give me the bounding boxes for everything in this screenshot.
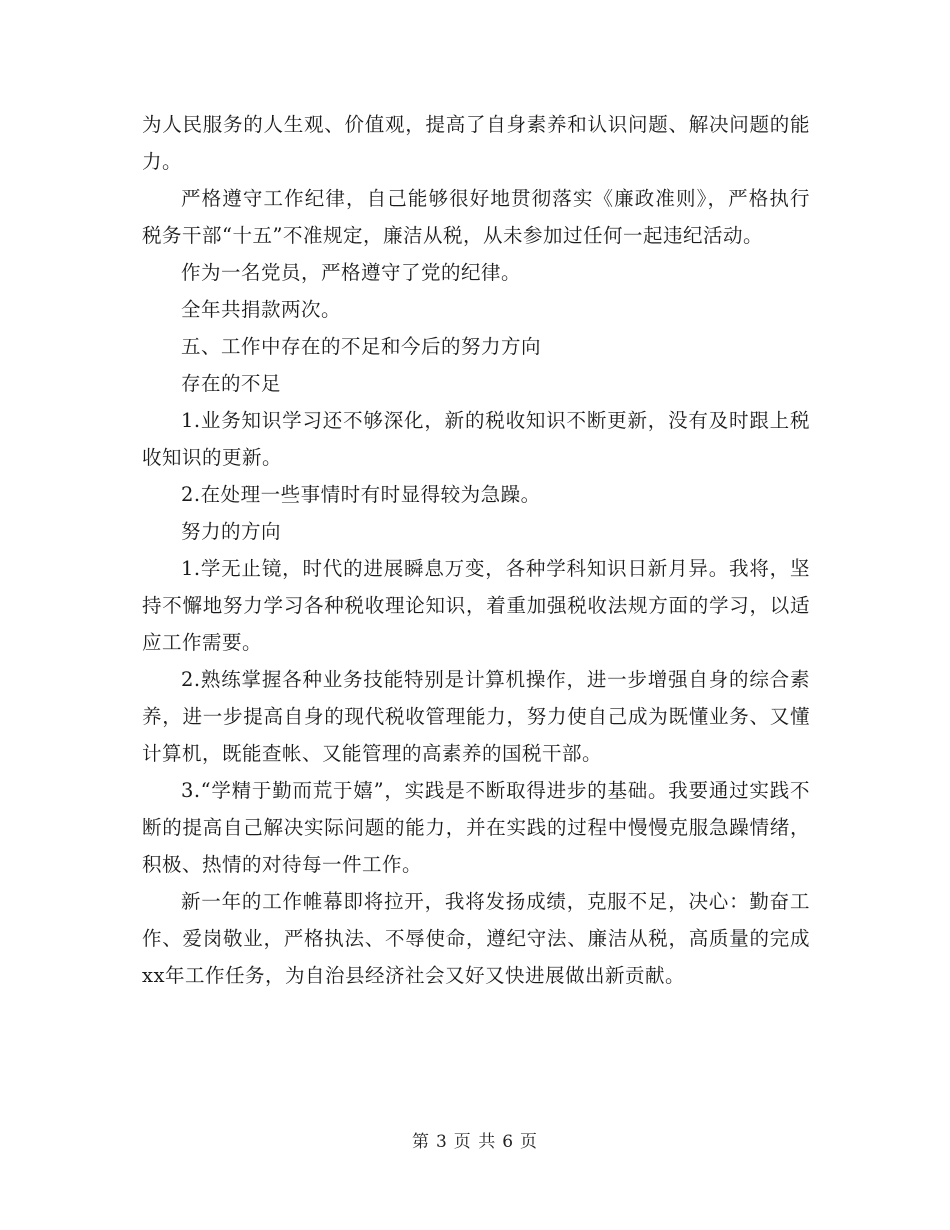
list-item: 1.学无止镜，时代的进展瞬息万变，各种学科知识日新月异。我将，坚持不懈地努力学习各种税收理论知识，着重加强税收法规方面的学习，以适应工作需要。 <box>142 557 810 654</box>
footer-suffix: 页 <box>520 1132 539 1152</box>
list-item: 1.业务知识学习还不够深化，新的税收知识不断更新，没有及时跟上税收知识的更新。 <box>142 409 810 469</box>
footer-middle: 页 共 <box>453 1132 497 1152</box>
footer-prefix: 第 <box>411 1132 430 1152</box>
paragraph: 严格遵守工作纪律，自己能够很好地贯彻落实《廉政准则》，严格执行税务干部“十五”不准规定，廉洁从税，从未参加过任何一起违纪活动。 <box>142 187 810 247</box>
list-item: 2.熟练掌握各种业务技能特别是计算机操作，进一步增强自身的综合素养，进一步提高自身的现代税收管理能力，努力使自己成为既懂业务、又懂计算机，既能查帐、又能管理的高素养的国税干部。 <box>142 668 810 765</box>
paragraph: 为人民服务的人生观、价值观，提高了自身素养和认识问题、解决问题的能力。 <box>142 113 810 173</box>
closing-paragraph: 新一年的工作帷幕即将拉开，我将发扬成绩，克服不足，决心：勤奋工作、爱岗敬业，严格执法、不辱使命，遵纪守法、廉洁从税，高质量的完成xx年工作任务，为自治县经济社会又好又快进展做出新贡献。 <box>142 890 810 987</box>
subheading: 努力的方向 <box>181 520 282 543</box>
document-body <box>142 106 810 994</box>
page-footer <box>0 1127 950 1152</box>
paragraph: 作为一名党员，严格遵守了党的纪律。 <box>181 261 522 284</box>
current-page-number: 3 <box>435 1132 448 1152</box>
list-item: 3.“学精于勤而荒于嬉”，实践是不断取得进步的基础。我要通过实践不断的提高自己解决实际问题的能力，并在实践的过程中慢慢克服急躁情绪，积极、热情的对待每一件工作。 <box>142 779 810 876</box>
section-heading: 五、工作中存在的不足和今后的努力方向 <box>181 335 542 358</box>
subheading: 存在的不足 <box>181 372 282 395</box>
list-item: 2.在处理一些事情时有时显得较为急躁。 <box>181 483 541 506</box>
total-pages-number: 6 <box>502 1132 515 1152</box>
paragraph: 全年共捐款两次。 <box>181 298 342 321</box>
